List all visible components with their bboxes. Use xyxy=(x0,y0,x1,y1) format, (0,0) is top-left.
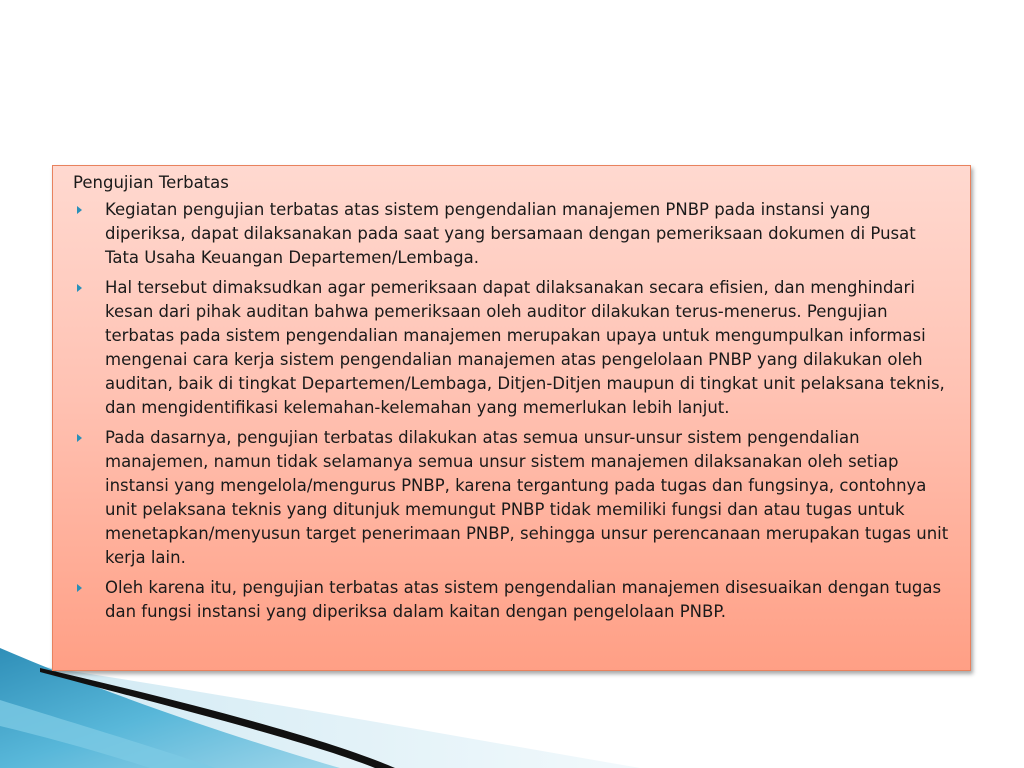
triangle-bullet-icon xyxy=(77,206,82,214)
bullet-item xyxy=(73,276,952,420)
triangle-bullet-icon xyxy=(77,434,82,442)
bullet-item xyxy=(73,426,952,570)
triangle-bullet-icon xyxy=(77,584,82,592)
bullet-list xyxy=(73,198,952,624)
bullet-item xyxy=(73,576,952,624)
bullet-text: Hal tersebut dimaksudkan agar pemeriksaan dapat dilaksanakan secara efisien, dan menghindari kesan dari pihak auditan bahwa pemeriksaan oleh auditor dilakukan terus-menerus. Pengujian terbatas pada sistem pengendalian manajemen merupakan upaya untuk mengumpulkan informasi mengenai cara kerja sistem pengendalian manajemen atas pengelolaan PNBP yang dilakukan oleh auditan, baik di tingkat Departemen/Lembaga, Ditjen-Ditjen maupun di tingkat unit pelaksana teknis, dan mengidentifikasi kelemahan-kelemahan yang memerlukan lebih lanjut. xyxy=(105,278,945,417)
bullet-item xyxy=(73,198,952,270)
content-box xyxy=(52,165,971,671)
bullet-text: Oleh karena itu, pengujian terbatas atas sistem pengendalian manajemen disesuaikan dengan tugas dan fungsi instansi yang diperiksa dalam kaitan dengan pengelolaan PNBP. xyxy=(105,578,942,621)
bullet-text: Pada dasarnya, pengujian terbatas dilakukan atas semua unsur-unsur sistem pengendalian manajemen, namun tidak selamanya semua unsur sistem manajemen dilaksanakan oleh setiap instansi yang mengelola/mengurus PNBP, karena tergantung pada tugas dan fungsinya, contohnya unit pelaksana teknis yang ditunjuk memungut PNBP tidak memiliki fungsi dan atau tugas untuk menetapkan/menyusun target penerimaan PNBP, sehingga unsur perencanaan merupakan tugas unit kerja lain. xyxy=(105,428,949,567)
triangle-bullet-icon xyxy=(77,284,82,292)
bullet-text: Kegiatan pengujian terbatas atas sistem pengendalian manajemen PNBP pada instansi yang diperiksa, dapat dilaksanakan pada saat yang bersamaan dengan pemeriksaan dokumen di Pusat Tata Usaha Keuangan Departemen/Lembaga. xyxy=(105,200,916,267)
section-heading: Pengujian Terbatas xyxy=(73,173,229,192)
